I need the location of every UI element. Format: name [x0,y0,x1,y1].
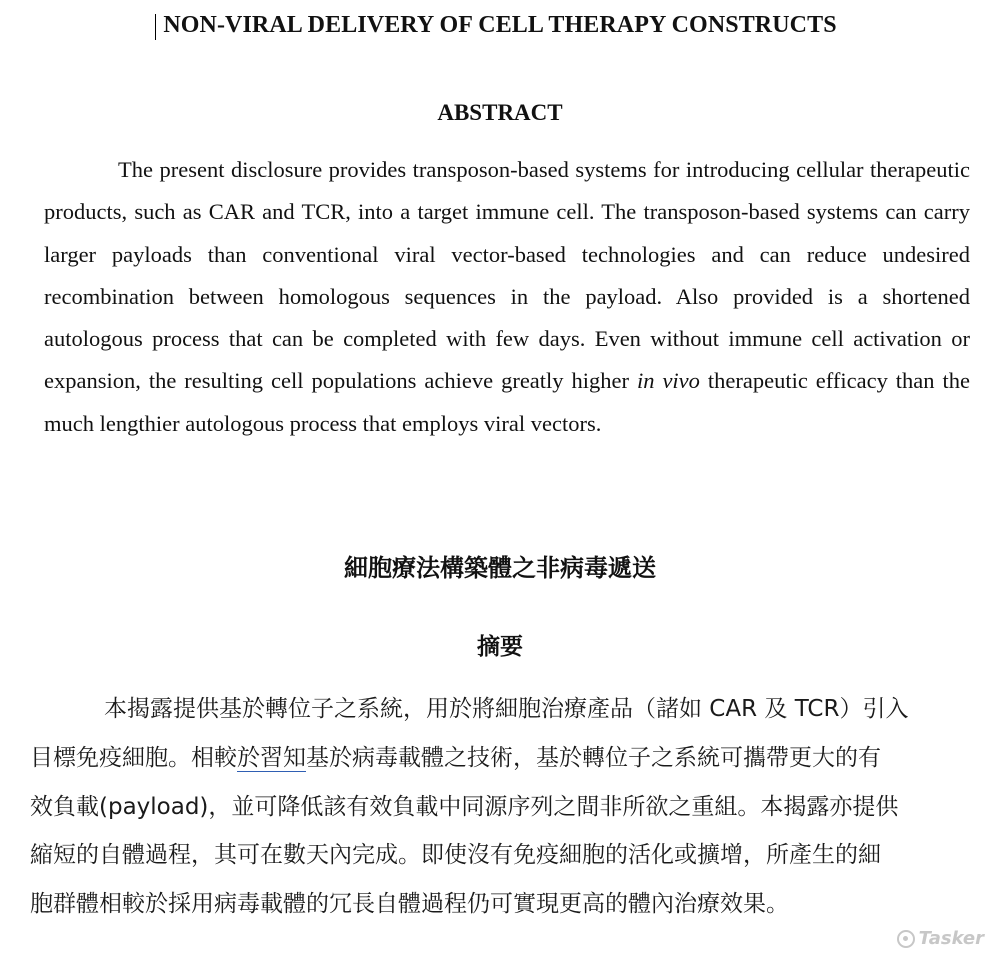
chinese-abstract-paragraph [30,685,958,929]
english-title: NON-VIRAL DELIVERY OF CELL THERAPY CONSTRUCTS [163,12,837,38]
english-abstract-paragraph [44,149,970,445]
watermark-text: Tasker [918,928,984,949]
chinese-abstract-line: 胞群體相較於採用病毒載體的冗長自體過程仍可實現更高的體內治療效果。 [30,891,789,918]
english-abstract-text-1: The present disclosure provides transposon-based systems for introducing cellular therapeutic products, such as CAR and TCR, into a target immune cell. The transposon-based systems can carry larger payloads than conventional viral vector-based technologies and can reduce undesired recombination between homologous sequences in the payload. Also provided is a shortened autologous process that can be completed with few days. Even without immune cell activation or expansion, the resulting cell populations achieve greatly higher [44,157,970,394]
english-abstract-heading: ABSTRACT [437,100,563,125]
chinese-abstract-line [30,734,958,783]
chinese-title: 細胞療法構築體之非病毒遞送 [344,554,656,582]
tasker-watermark [897,928,984,949]
chinese-abstract-text: 基於病毒載體之技術，基於轉位子之系統可攜帶更大的有 [306,744,881,771]
chinese-abstract-text: 目標免疫細胞。相較 [30,744,237,771]
chinese-abstract-line: 縮短的自體過程，其可在數天內完成。即使沒有免疫細胞的活化或擴增，所產生的細 [30,842,881,869]
chinese-abstract-line: 效負載(payload)，並可降低該有效負載中同源序列之間非所欲之重組。本揭露亦提供 [30,793,899,820]
english-abstract-italic: in vivo [636,368,700,394]
tasker-logo-icon [897,930,915,948]
chinese-abstract-line: 本揭露提供基於轉位子之系統，用於將細胞治療產品（諸如 CAR 及 TCR）引入 [104,696,909,722]
english-abstract-text-2: therapeutic efficacy than the much lengthier autologous process that employs viral vectors. [44,368,970,436]
chinese-abstract-heading: 摘要 [477,634,523,660]
underlined-text: 於習知 [237,744,306,771]
